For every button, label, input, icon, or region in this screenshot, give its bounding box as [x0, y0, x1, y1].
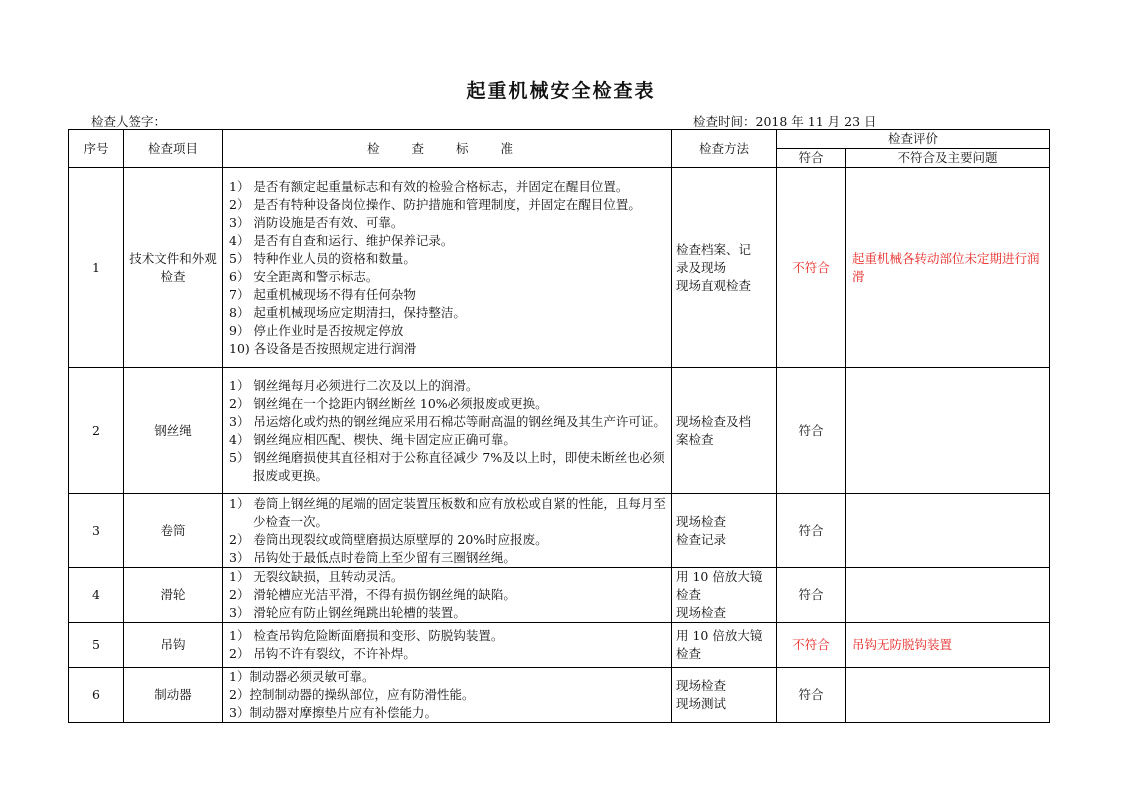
criteria-line: 1） 钢丝绳每月必须进行二次及以上的润滑。 — [229, 377, 479, 393]
row-method — [672, 568, 777, 623]
method-line: 现场测试 — [676, 696, 727, 711]
criteria-line: 1） 检查吊钩危险断面磨损和变形、防脱钩装置。 — [229, 628, 504, 643]
row-result: 符合 — [777, 368, 846, 494]
row-criteria — [223, 568, 672, 623]
criteria-line: 1） 无裂纹缺损，且转动灵活。 — [229, 569, 404, 584]
row-seq: 4 — [69, 568, 124, 623]
row-result: 不符合 — [777, 168, 846, 368]
criteria-line: 1）制动器必须灵敏可靠。 — [229, 669, 375, 684]
criteria-line: 2） 钢丝绳在一个捻距内钢丝断丝 10%必须报废或更换。 — [229, 395, 548, 411]
row-item: 卷筒 — [124, 494, 223, 568]
table-row — [69, 623, 1050, 668]
row-issue — [846, 668, 1050, 723]
criteria-line: 3） 滑轮应有防止钢丝绳跳出轮槽的装置。 — [229, 605, 466, 620]
header-conform: 符合 — [777, 149, 846, 168]
inspection-time: 检查时间：2018 年 11 月 23 日 — [693, 114, 877, 129]
row-seq: 5 — [69, 623, 124, 668]
method-line: 现场检查及档 — [676, 413, 752, 429]
row-method — [672, 168, 777, 368]
table-row — [69, 494, 1050, 568]
row-issue — [846, 568, 1050, 623]
method-line: 检查档案、记 — [676, 241, 752, 257]
row-item: 钢丝绳 — [124, 368, 223, 494]
row-method — [672, 623, 777, 668]
row-item: 滑轮 — [124, 568, 223, 623]
row-method — [672, 368, 777, 494]
criteria-line: 8） 起重机械现场应定期清扫，保持整洁。 — [229, 304, 466, 320]
method-line: 检查 — [676, 646, 702, 661]
criteria-line: 3）制动器对摩擦垫片应有补偿能力。 — [229, 705, 437, 720]
criteria-line: 7） 起重机械现场不得有任何杂物 — [229, 286, 416, 302]
criteria-line: 2） 滑轮槽应光洁平滑，不得有损伤钢丝绳的缺陷。 — [229, 587, 516, 602]
row-issue: 起重机械各转动部位未定期进行润滑 — [846, 168, 1050, 368]
row-issue — [846, 494, 1050, 568]
criteria-line: 5） 特种作业人员的资格和数量。 — [229, 250, 416, 266]
method-line: 检查 — [676, 587, 702, 602]
header-evaluation: 检查评价 — [777, 130, 1050, 149]
row-seq: 2 — [69, 368, 124, 494]
criteria-line: 1） 卷筒上钢丝绳的尾端的固定装置压板数和应有放松或自紧的性能，且每月至少检查一次。 — [229, 495, 666, 529]
row-criteria — [223, 623, 672, 668]
row-seq: 6 — [69, 668, 124, 723]
criteria-line: 5） 钢丝绳磨损使其直径相对于公称直径减少 7%及以上时，即使未断丝也必须报废或更换。 — [229, 449, 665, 483]
row-criteria — [223, 494, 672, 568]
criteria-line: 3） 吊钩处于最低点时卷筒上至少留有三圈钢丝绳。 — [229, 549, 516, 565]
header-item: 检查项目 — [124, 130, 223, 168]
row-method — [672, 494, 777, 568]
row-item: 吊钩 — [124, 623, 223, 668]
row-criteria — [223, 368, 672, 494]
criteria-line: 2） 是否有特种设备岗位操作、防护措施和管理制度，并固定在醒目位置。 — [229, 196, 641, 212]
header-seq: 序号 — [69, 130, 124, 168]
table-row — [69, 168, 1050, 368]
method-line: 录及现场 — [676, 259, 727, 275]
inspection-table — [68, 129, 1050, 723]
row-result: 不符合 — [777, 623, 846, 668]
row-issue — [846, 368, 1050, 494]
criteria-line: 2）控制制动器的操纵部位，应有防滑性能。 — [229, 687, 475, 702]
method-line: 用 10 倍放大镜 — [676, 628, 763, 643]
inspector-signature-label: 检查人签字： — [91, 114, 167, 129]
row-seq: 1 — [69, 168, 124, 368]
header-standard: 检 查 标 准 — [223, 130, 672, 168]
table-row — [69, 368, 1050, 494]
method-line: 现场检查 — [676, 513, 727, 529]
method-line: 现场检查 — [676, 605, 727, 620]
criteria-line: 4） 钢丝绳应相匹配、楔快、绳卡固定应正确可靠。 — [229, 431, 516, 447]
method-line: 现场直观检查 — [676, 277, 752, 293]
header-method: 检查方法 — [672, 130, 777, 168]
criteria-line: 3） 吊运熔化或灼热的钢丝绳应采用石棉芯等耐高温的钢丝绳及其生产许可证。 — [229, 413, 666, 429]
row-criteria — [223, 168, 672, 368]
method-line: 用 10 倍放大镜 — [676, 569, 763, 584]
header-nonconform: 不符合及主要问题 — [846, 149, 1050, 168]
row-item: 制动器 — [124, 668, 223, 723]
criteria-line: 2） 吊钩不许有裂纹，不许补焊。 — [229, 646, 416, 661]
table-row — [69, 568, 1050, 623]
method-line: 检查记录 — [676, 531, 727, 547]
row-result: 符合 — [777, 494, 846, 568]
row-item: 技术文件和外观检查 — [124, 168, 223, 368]
method-line: 案检查 — [676, 431, 714, 447]
criteria-line: 2） 卷筒出现裂纹或筒壁磨损达原壁厚的 20%时应报废。 — [229, 531, 548, 547]
row-issue: 吊钩无防脱钩装置 — [846, 623, 1050, 668]
method-line: 现场检查 — [676, 678, 727, 693]
row-seq: 3 — [69, 494, 124, 568]
row-criteria — [223, 668, 672, 723]
criteria-line: 1） 是否有额定起重量标志和有效的检验合格标志，并固定在醒目位置。 — [229, 178, 629, 194]
criteria-line: 4） 是否有自查和运行、维护保养记录。 — [229, 232, 454, 248]
criteria-line: 3） 消防设施是否有效、可靠。 — [229, 214, 404, 230]
criteria-line: 9） 停止作业时是否按规定停放 — [229, 322, 404, 338]
row-method — [672, 668, 777, 723]
page-title: 起重机械安全检查表 — [466, 80, 656, 102]
row-result: 符合 — [777, 568, 846, 623]
criteria-line: 6） 安全距离和警示标志。 — [229, 268, 379, 284]
criteria-line: 10) 各设备是否按照规定进行润滑 — [229, 340, 417, 356]
table-row — [69, 668, 1050, 723]
row-result: 符合 — [777, 668, 846, 723]
